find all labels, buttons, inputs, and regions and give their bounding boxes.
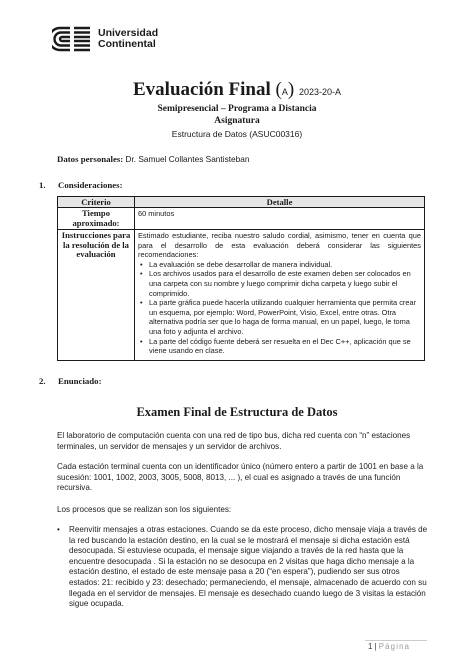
criteria-table (57, 196, 425, 361)
section-number: 1. (39, 180, 46, 190)
title-version: (A) (275, 79, 295, 100)
instructions-list (138, 260, 421, 356)
page-footer (368, 642, 410, 651)
table-row (58, 208, 425, 230)
university-logo (52, 26, 158, 52)
exam-paragraph-3: Los procesos que se realizan son los siguientes: (57, 505, 232, 514)
bullet-icon: • (57, 525, 60, 534)
section-2-heading (39, 376, 102, 386)
instructions-detail (135, 230, 425, 361)
time-value: 60 minutos (135, 208, 425, 230)
section-label: Enunciado: (58, 376, 102, 386)
instructions-intro: Estimado estudiante, reciba nuestro saludo cordial, asimismo, tener en cuenta que para el desarrollo de esta evaluación deberá considerar las siguientes recomendaciones: (138, 231, 421, 260)
page-word: Página (378, 642, 411, 651)
section-number: 2. (39, 376, 46, 386)
exam-bullet-text: Reenvitir mensajes a otras estaciones. Cuando se da este proceso, dicho mensaje viaja a través de la red buscando la estación destino, en la cual se le mostrará el mensaje si dicha estación está desocupada. Si estuviese ocupada, el mensaje sigue viajando a través de la red hasta que la encuentre desocupada . Si la estación no se desocupa en 2 visitas que haga dicho mensaje a la estación destino, el estado de este mensaje pasa a 20 (“en espera”), pudiendo ser sus otros estados: 21: recibido y 23: desechado; permaneciendo, el mensaje, almacenado de acuerdo con su llegada en el servidor de mensajes. El mensaje es desechado cuando luego de 3 visitas la estación sigue ocupada. (69, 525, 428, 609)
section-1-heading (39, 180, 123, 190)
list-item: • La parte gráfica puede hacerla utilizando cualquier herramienta que permita crear un esquema, por ejemplo: Word, PowerPoint, Visio, Excel, entre otras. Otra alternativa podría ser que lo haga de forma manual, en un papel, luego, le toma una foto y adjunta el archivo. (138, 298, 421, 336)
logo-text (98, 28, 158, 50)
personal-data-value: Dr. Samuel Collantes Santisteban (125, 154, 250, 164)
logo-line-1: Universidad (98, 27, 159, 39)
list-item: • Los archivos usados para el desarrollo de este examen deben ser colocados en una carpeta con su nombre y luego comprimir dicha carpeta y luego subir el comprimido. (138, 269, 421, 298)
table-row (58, 230, 425, 361)
table-header-row (58, 197, 425, 208)
page-title (0, 79, 474, 101)
title-main: Evaluación Final (133, 79, 271, 100)
title-code: 2023-20-A (298, 87, 341, 97)
subject-label: Asignatura (214, 116, 260, 126)
section-label: Consideraciones: (58, 180, 123, 190)
list-item: • La evaluación se debe desarrollar de manera individual. (138, 260, 421, 270)
exam-paragraph-1: El laboratorio de computación cuenta con una red de tipo bus, dicha red cuenta con “n” estaciones terminales, un servidor de mensajes y un servidor de archivos. (57, 431, 411, 451)
program-label: Semipresencial – Programa a Distancia (157, 104, 317, 114)
header-criterio: Criterio (58, 197, 135, 208)
list-item: • La parte del código fuente deberá ser resuelta en el Dec C++, aplicación que se viene usando en clase. (138, 337, 421, 356)
personal-data (57, 154, 249, 164)
exam-paragraph-2: Cada estación terminal cuenta con un identificador único (número entero a partir de 1001 en base a la sucesión: 1001, 1002, 2003, 3005, 5008, 8013, ... ), el cual es asignado a través de una función recursiva. (57, 462, 424, 493)
footer-separator: | (374, 642, 379, 651)
logo-line-2: Continental (98, 38, 156, 50)
page-number: 1 (368, 642, 373, 651)
header-detalle: Detalle (135, 197, 425, 208)
instructions-label: Instrucciones para la resolución de la evaluación (58, 230, 135, 361)
personal-data-label: Datos personales: (57, 154, 124, 164)
course-name: Estructura de Datos (ASUC00316) (171, 129, 303, 139)
footer-divider (365, 640, 427, 641)
exam-title: Examen Final de Estructura de Datos (136, 405, 338, 419)
exam-bullet-paragraph (57, 525, 429, 610)
continental-logo-icon (52, 26, 92, 52)
time-label: Tiempo aproximado: (58, 208, 135, 230)
